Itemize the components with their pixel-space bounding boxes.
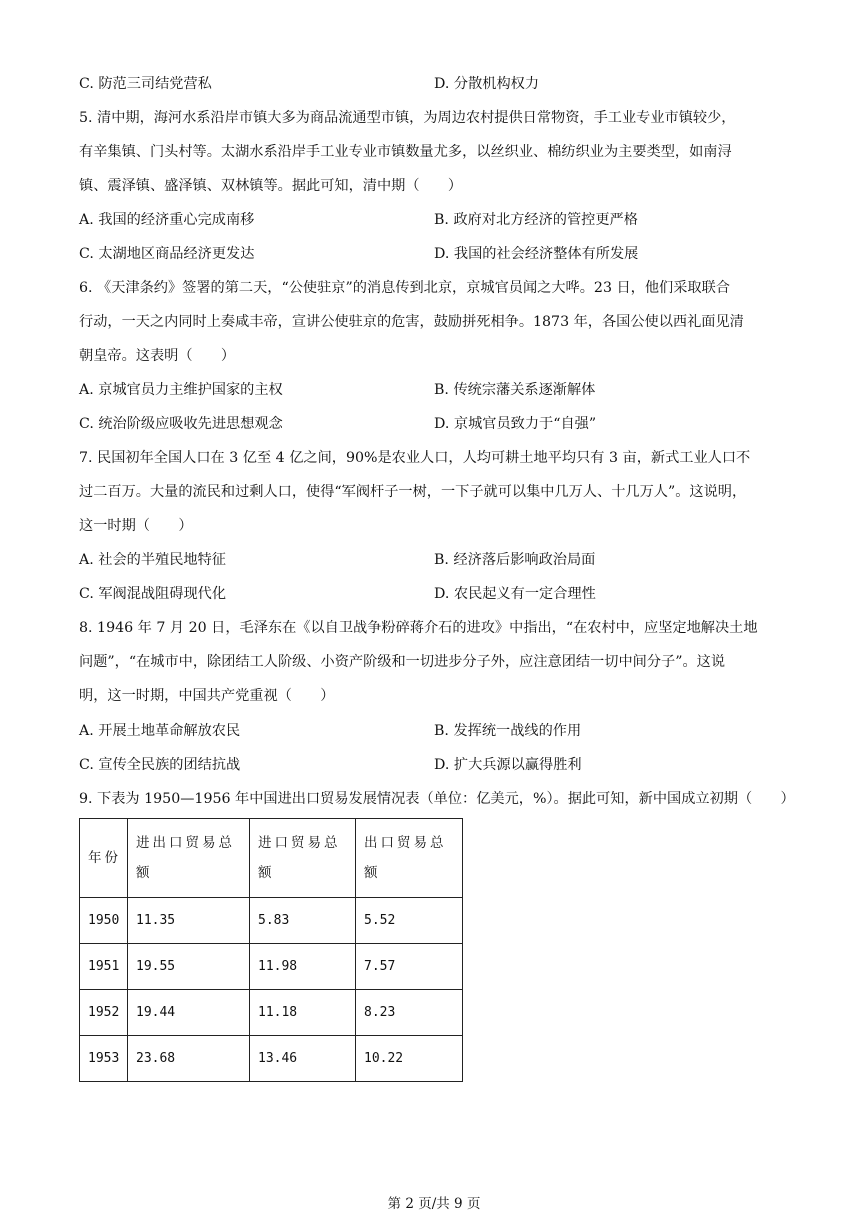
q8-option-c: C. 宣传全民族的团结抗战 [79, 757, 241, 773]
q4-option-d: D. 分散机构权力 [434, 76, 540, 92]
q6-stem-line-1: 6. 《天津条约》签署的第二天，“公使驻京”的消息传到北京，京城官员闻之大哗。23 日，他们采取联合 [79, 280, 730, 296]
table-cell: 5.52 [356, 898, 463, 944]
table-header-row [80, 819, 463, 898]
table-row [80, 898, 463, 944]
table-header-cell: 进出口贸易总额 [128, 819, 250, 898]
table-header-cell: 出口贸易总额 [356, 819, 463, 898]
table-header-cell: 年份 [80, 819, 128, 898]
table-cell: 11.18 [250, 990, 356, 1036]
q6-option-c: C. 统治阶级应吸收先进思想观念 [79, 416, 283, 432]
table-cell-year: 1950 [80, 898, 128, 944]
table-header-cell: 进口贸易总额 [250, 819, 356, 898]
q5-option-c: C. 太湖地区商品经济更发达 [79, 246, 255, 262]
table-cell: 5.83 [250, 898, 356, 944]
q6-option-b: B. 传统宗藩关系逐渐解体 [434, 382, 596, 398]
q8-stem-line-3: 明，这一时期，中国共产党重视（ ） [79, 688, 335, 704]
q4-option-c: C. 防范三司结党营私 [79, 76, 212, 92]
q7-option-d: D. 农民起义有一定合理性 [434, 586, 596, 602]
table-cell: 11.98 [250, 944, 356, 990]
table-cell: 10.22 [356, 1036, 463, 1082]
q6-stem-line-2: 行动，一天之内同时上奏咸丰帝，宣讲公使驻京的危害，鼓励拼死相争。1873 年，各国公使以西礼面见清 [79, 314, 744, 330]
q7-option-b: B. 经济落后影响政治局面 [434, 552, 596, 568]
q7-stem-line-1: 7. 民国初年全国人口在 3 亿至 4 亿之间，90%是农业人口，人均可耕土地平均只有 3 亩，新式工业人口不 [79, 450, 751, 466]
table-cell-year: 1951 [80, 944, 128, 990]
q8-option-b: B. 发挥统一战线的作用 [434, 723, 582, 739]
trade-table [79, 818, 463, 1082]
q8-stem-line-1: 8. 1946 年 7 月 20 日，毛泽东在《以自卫战争粉碎蒋介石的进攻》中指出，“在农村中，应坚定地解决土地 [79, 620, 758, 636]
q8-option-d: D. 扩大兵源以赢得胜利 [434, 757, 582, 773]
table-row [80, 944, 463, 990]
table-cell: 23.68 [128, 1036, 250, 1082]
q5-option-d: D. 我国的社会经济整体有所发展 [434, 246, 639, 262]
table-cell: 19.44 [128, 990, 250, 1036]
q9-stem: 9. 下表为 1950—1956 年中国进出口贸易发展情况表（单位：亿美元，%）。据此可知，新中国成立初期（ ） [79, 791, 795, 807]
q7-option-c: C. 军阀混战阻碍现代化 [79, 586, 227, 602]
q5-stem-line-3: 镇、震泽镇、盛泽镇、双林镇等。据此可知，清中期（ ） [79, 178, 463, 194]
table-cell: 11.35 [128, 898, 250, 944]
q5-option-a: A. 我国的经济重心完成南移 [79, 212, 255, 228]
table-cell: 7.57 [356, 944, 463, 990]
page-footer: 第 2 页/共 9 页 [387, 1196, 481, 1212]
q5-stem-line-1: 5. 清中期，海河水系沿岸市镇大多为商品流通型市镇，为周边农村提供日常物资，手工业专业市镇较少， [79, 110, 736, 126]
q8-stem-line-2: 问题”，“在城市中，除团结工人阶级、小资产阶级和一切进步分子外，应注意团结一切中间分子”。这说 [79, 654, 726, 670]
table-cell: 8.23 [356, 990, 463, 1036]
table-cell: 13.46 [250, 1036, 356, 1082]
q6-option-a: A. 京城官员力主维护国家的主权 [79, 382, 283, 398]
q8-option-a: A. 开展土地革命解放农民 [79, 723, 241, 739]
q6-stem-line-3: 朝皇帝。这表明（ ） [79, 348, 236, 364]
q7-stem-line-2: 过二百万。大量的流民和过剩人口，使得“军阀杆子一树，一下子就可以集中几万人、十几万人”。这说明， [79, 484, 747, 500]
q7-stem-line-3: 这一时期（ ） [79, 518, 193, 534]
table-row [80, 1036, 463, 1082]
table-cell-year: 1952 [80, 990, 128, 1036]
table-cell-year: 1953 [80, 1036, 128, 1082]
q6-option-d: D. 京城官员致力于“自强” [434, 416, 597, 432]
q5-stem-line-2: 有辛集镇、门头村等。太湖水系沿岸手工业专业市镇数量尤多，以丝织业、棉纺织业为主要类型，如南浔 [79, 144, 732, 160]
table-row [80, 990, 463, 1036]
q5-option-b: B. 政府对北方经济的管控更严格 [434, 212, 638, 228]
q7-option-a: A. 社会的半殖民地特征 [79, 552, 226, 568]
table-cell: 19.55 [128, 944, 250, 990]
